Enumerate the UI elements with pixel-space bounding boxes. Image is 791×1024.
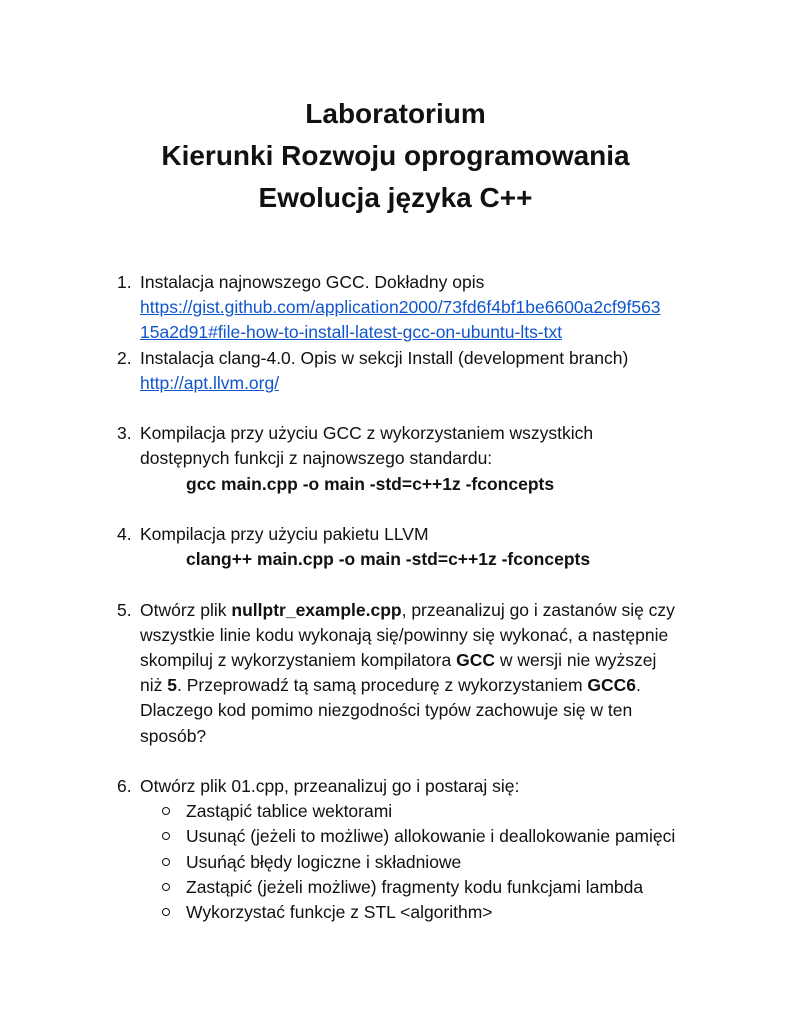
item-text-line-2: wszystkie linie kodu wykonają się/powinny się wykonać, a następnie [140,624,669,645]
text-segment: w wersji nie wyższej [494,650,657,670]
subtask-text: Usuńąć błędy logiczne i składniowe [186,851,462,872]
title-line-1: Laboratorium [305,98,486,129]
compiler-bold: GCC [456,650,495,670]
hollow-circle-bullet-icon [162,832,170,840]
task-item-4 [0,522,700,572]
task-item-5 [0,598,700,749]
task-item-1 [0,270,700,346]
item-text-line-1 [140,598,700,623]
item-text-line-1: Otwórz plik 01.cpp, przeanalizuj go i postaraj się: [140,776,520,796]
document-title [0,93,791,219]
item-text-line-3 [140,648,700,673]
subtask-text: Zastąpić (jeżeli możliwe) fragmenty kodu funkcjami lambda [186,876,644,897]
item-number: 5. [117,599,132,620]
hollow-circle-bullet-icon [162,858,170,866]
item-text: Instalacja najnowszego GCC. Dokładny opis [140,272,485,292]
clang-command: clang++ main.cpp -o main -std=c++1z -fconcepts [186,549,591,570]
text-segment: niż [140,675,168,696]
spacer [0,749,791,774]
subtask-text: Usunąć (jeżeli to możliwe) allokowanie i deallokowanie pamięci [186,826,676,847]
title-line-3: Ewolucja języka C++ [258,182,533,213]
filename-bold: nullptr_example.cpp [231,599,402,620]
subtask-text: Zastąpić tablice wektorami [186,801,393,822]
subtask-item [140,799,700,824]
hollow-circle-bullet-icon [162,807,170,815]
spacer [0,572,791,597]
item-text-line-6: sposób? [140,725,207,746]
title-line-2: Kierunki Rozwoju oprogramowania [161,140,630,171]
text-segment: , przeanalizuj go i zastanów się czy [401,599,675,620]
gist-link-line-1[interactable]: https://gist.github.com/application2000/73fd6f4bf1be6600a2cf9f563 [140,297,661,318]
task-list [0,270,791,925]
subtask-item [140,824,700,849]
item-number: 2. [117,347,132,368]
item-number: 3. [117,423,132,444]
version-bold: 5 [167,675,177,696]
spacer [0,396,791,421]
item-text: Instalacja clang-4.0. Opis w sekcji Install (development branch) [140,347,629,368]
text-segment: . [636,675,641,696]
text-segment: skompiluj z wykorzystaniem kompilatora [140,650,457,670]
item-text-line-5: Dlaczego kod pomimo niezgodności typów zachowuje się w ten [140,700,633,721]
gcc-command: gcc main.cpp -o main -std=c++1z -fconcepts [186,473,555,494]
text-segment: Otwórz plik [140,599,232,620]
task-item-2 [0,346,700,396]
text-segment: . Przeprowadź tą samą procedurę z wykorzystaniem [176,675,588,696]
subtask-item [140,900,700,925]
item-number: 6. [117,776,132,796]
task-item-6 [0,774,700,925]
item-text-line-2: dostępnych funkcji z najnowszego standardu: [140,448,493,469]
item-number: 1. [117,272,132,292]
task-item-3 [0,421,700,497]
subtask-list [140,799,700,925]
gist-link-line-2[interactable]: 15a2d91#file-how-to-install-latest-gcc-on-ubuntu-lts-txt [140,322,563,343]
hollow-circle-bullet-icon [162,883,170,891]
llvm-link[interactable]: http://apt.llvm.org/ [140,372,280,393]
item-text-line-1: Kompilacja przy użyciu GCC z wykorzystaniem wszystkich [140,423,594,444]
item-number: 4. [117,524,132,544]
hollow-circle-bullet-icon [162,908,170,916]
subtask-text: Wykorzystać funkcje z STL <algorithm> [186,902,493,923]
item-text-line-4 [140,673,700,698]
item-text-line-1: Kompilacja przy użyciu pakietu LLVM [140,524,429,544]
subtask-item [140,850,700,875]
compiler6-bold: GCC6 [587,675,637,696]
spacer [0,497,791,522]
subtask-item [140,875,700,900]
